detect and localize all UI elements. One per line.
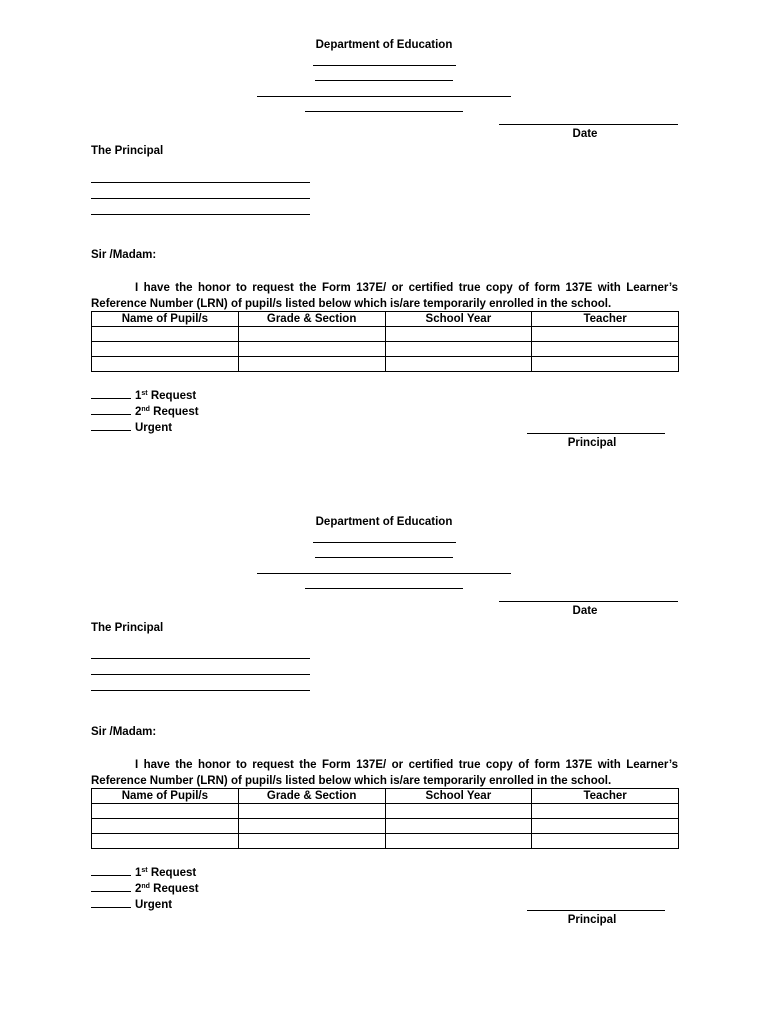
address-line [257, 573, 511, 574]
checkbox-line[interactable] [91, 898, 131, 908]
col-teacher: Teacher [532, 789, 679, 804]
table-row [92, 819, 679, 834]
table-row [92, 804, 679, 819]
checkbox-line[interactable] [91, 405, 131, 415]
signature-label: Principal [567, 437, 617, 449]
district-line [315, 80, 453, 81]
addressee: The Principal [91, 622, 164, 634]
table-cell[interactable] [92, 327, 239, 342]
division-line [305, 111, 463, 112]
request-body-text: I have the honor to request the Form 137E/ or certified true copy of form 137E with Learner’s Reference Number (LRN) of pupil/s listed below which is/are temporarily enrolled in the school. [91, 282, 678, 310]
checkbox-line[interactable] [91, 421, 131, 431]
table-cell[interactable] [92, 342, 239, 357]
pupil-table [91, 311, 679, 372]
request-body [91, 280, 678, 312]
salutation: Sir /Madam: [91, 726, 157, 738]
checkbox-line[interactable] [91, 882, 131, 892]
signature-line [527, 433, 665, 434]
addressee: The Principal [91, 145, 164, 157]
col-teacher: Teacher [532, 312, 679, 327]
checkbox-line[interactable] [91, 389, 131, 399]
address-line-3 [91, 690, 310, 691]
date-label: Date [572, 605, 598, 617]
table-cell[interactable] [385, 819, 532, 834]
request-option-1st[interactable]: 1st Request [91, 389, 196, 402]
request-option-urgent[interactable]: Urgent [91, 421, 172, 434]
table-row [92, 327, 679, 342]
table-cell[interactable] [385, 342, 532, 357]
address-line-2 [91, 198, 310, 199]
request-form-1 [0, 0, 768, 478]
table-row [92, 834, 679, 849]
col-name: Name of Pupil/s [92, 789, 239, 804]
request-body-text: I have the honor to request the Form 137E/ or certified true copy of form 137E with Learner’s Reference Number (LRN) of pupil/s listed below which is/are temporarily enrolled in the school. [91, 759, 678, 787]
table-cell[interactable] [385, 327, 532, 342]
table-cell[interactable] [532, 804, 679, 819]
request-option-2nd[interactable]: 2nd Request [91, 882, 199, 895]
table-cell[interactable] [385, 357, 532, 372]
department-title: Department of Education [315, 516, 453, 528]
signature-label: Principal [567, 914, 617, 926]
request-option-urgent[interactable]: Urgent [91, 898, 172, 911]
table-cell[interactable] [92, 834, 239, 849]
table-cell[interactable] [238, 357, 385, 372]
address-line [257, 96, 511, 97]
school-name-line [313, 65, 456, 66]
table-header-row [92, 789, 679, 804]
col-name: Name of Pupil/s [92, 312, 239, 327]
department-title: Department of Education [315, 39, 453, 51]
table-cell[interactable] [532, 357, 679, 372]
table-cell[interactable] [238, 327, 385, 342]
table-cell[interactable] [532, 819, 679, 834]
signature-line [527, 910, 665, 911]
division-line [305, 588, 463, 589]
table-cell[interactable] [92, 357, 239, 372]
table-row [92, 357, 679, 372]
school-name-line [313, 542, 456, 543]
table-header-row [92, 312, 679, 327]
request-option-2nd[interactable]: 2nd Request [91, 405, 199, 418]
table-cell[interactable] [532, 342, 679, 357]
address-line-3 [91, 214, 310, 215]
table-cell[interactable] [92, 804, 239, 819]
address-line-2 [91, 674, 310, 675]
table-cell[interactable] [238, 342, 385, 357]
table-row [92, 342, 679, 357]
request-form-2 [0, 477, 768, 955]
district-line [315, 557, 453, 558]
address-line-1 [91, 182, 310, 183]
table-cell[interactable] [385, 834, 532, 849]
table-cell[interactable] [238, 819, 385, 834]
request-option-1st[interactable]: 1st Request [91, 866, 196, 879]
date-label: Date [572, 128, 598, 140]
request-body [91, 757, 678, 789]
col-grade: Grade & Section [238, 312, 385, 327]
col-year: School Year [385, 312, 532, 327]
table-cell[interactable] [238, 804, 385, 819]
table-cell[interactable] [92, 819, 239, 834]
date-line [499, 124, 678, 125]
table-cell[interactable] [532, 834, 679, 849]
pupil-table [91, 788, 679, 849]
date-line [499, 601, 678, 602]
address-line-1 [91, 658, 310, 659]
col-grade: Grade & Section [238, 789, 385, 804]
table-cell[interactable] [532, 327, 679, 342]
col-year: School Year [385, 789, 532, 804]
table-cell[interactable] [385, 804, 532, 819]
checkbox-line[interactable] [91, 866, 131, 876]
salutation: Sir /Madam: [91, 249, 157, 261]
table-cell[interactable] [238, 834, 385, 849]
